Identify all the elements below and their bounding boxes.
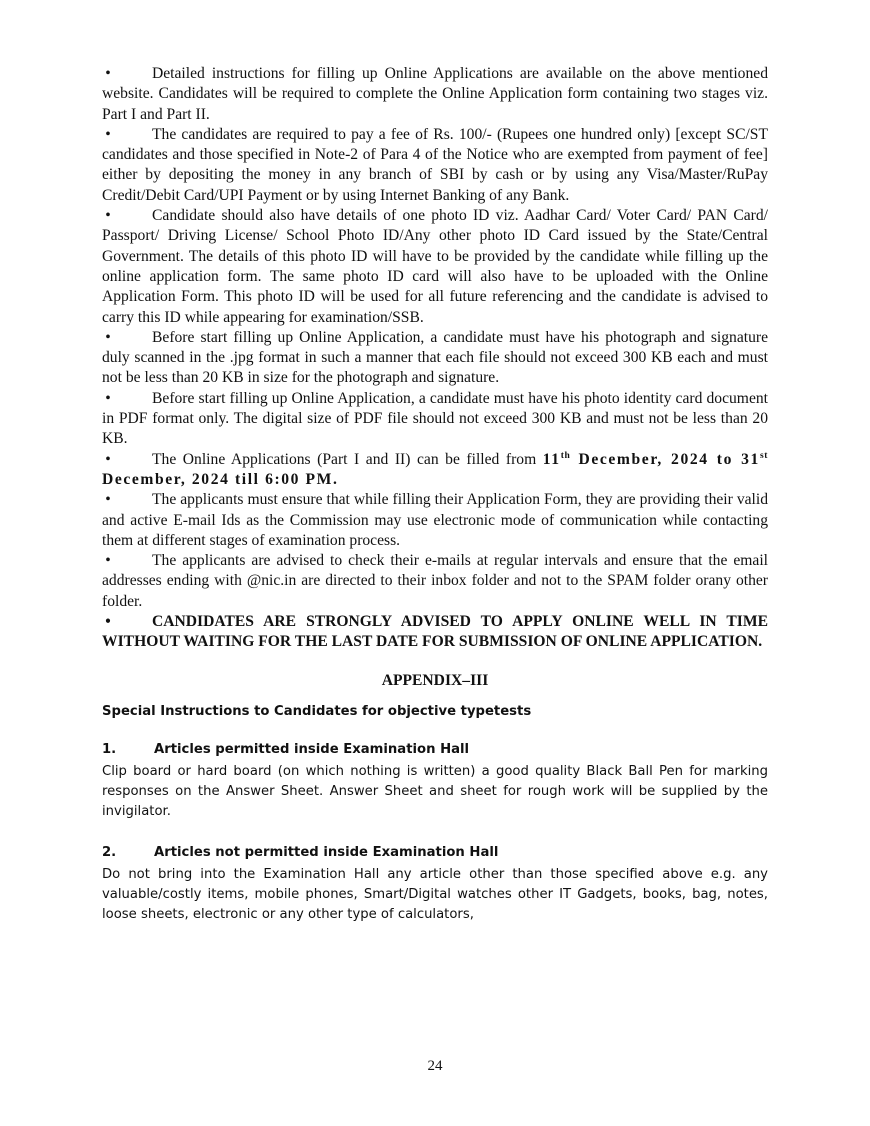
instruction-bullet-list [102,64,768,653]
page-content [102,64,768,925]
section-title: Articles permitted inside Examination Hall [154,741,470,757]
appendix-title: APPENDIX–III [381,671,489,689]
bullet-photo-id: • Candidate should also have details of one photo ID viz. Aadhar Card/ Voter Card/ PAN Card/ Passport/ Driving License/ School Photo ID/Any other photo ID Card issued by the State/Central Government. The details of this photo ID will have to be provided by the candidate while filling up the online application form. The same photo ID card will also have to be uploaded with the Online Application Form. This photo ID will be used for all future referencing and the candidate is advised to carry this ID while appearing for examination/SSB. [102,207,768,326]
bullet-icon: • [105,125,111,143]
bullet-online-instructions: • Detailed instructions for filling up Online Applications are available on the above mentioned website. Candidates will be required to complete the Online Application form containing two stages viz. Part I and Part II. [102,65,768,123]
bullet-icon: • [105,389,111,407]
bullet-icon: • [105,328,111,346]
section-heading-permitted [102,742,768,757]
bullet-icon: • [105,450,111,468]
bullet-valid-email: • The applicants must ensure that while filling their Application Form, they are providing their valid and active E-mail Ids as the Commission may use electronic mode of communication while contacting them at different stages of examination process. [102,491,768,549]
bullet-check-email: • The applicants are advised to check their e-mails at regular intervals and ensure that the email addresses ending with @nic.in are directed to their inbox folder and not to the SPAM folder orany other folder. [102,552,768,610]
bullet-application-dates: • The Online Applications (Part I and II) can be filled from 11th December, 2024 to 31st December, 2024 till 6:00 PM. [102,450,768,488]
page-number: 24 [427,1058,443,1074]
bullet-icon: • [105,491,111,509]
section-number: 2. [102,844,117,860]
appendix-subtitle: Special Instructions to Candidates for objective typetests [102,703,532,719]
section-body-not-permitted: Do not bring into the Examination Hall any article other than those specified above e.g. any valuable/costly items, mobile phones, Smart/Digital watches other IT Gadgets, books, bag, notes, loose sheets, electronic or any other type of calculators, [102,866,768,922]
bullet-icon: • [105,613,111,631]
bullet-fee-payment: • The candidates are required to pay a fee of Rs. 100/- (Rupees one hundred only) [except SC/ST candidates and those specified in Note-2 of Para 4 of the Notice who are exempted from payment of fee] either by depositing the money in any branch of SBI by cash or by using any Visa/Master/RuPay Credit/Debit Card/UPI Payment or by using Internet Banking of any Bank. [102,125,768,204]
section-body-permitted: Clip board or hard board (on which nothing is written) a good quality Black Ball Pen for marking responses on the Answer Sheet. Answer Sheet and sheet for rough work will be supplied by the invigilator. [102,763,768,819]
section-heading-not-permitted [102,845,768,860]
bullet-apply-early-warning: • CANDIDATES ARE STRONGLY ADVISED TO APPLY ONLINE WELL IN TIME WITHOUT WAITING FOR THE LAST DATE FOR SUBMISSION OF ONLINE APPLICATION. [102,613,768,651]
bullet-id-pdf: • Before start filling up Online Application, a candidate must have his photo identity card document in PDF format only. The digital size of PDF file should not exceed 300 KB and must not be less than 20 KB. [102,389,768,448]
bullet-icon: • [105,552,111,570]
section-title: Articles not permitted inside Examination Hall [154,844,499,860]
bullet-icon: • [105,65,111,82]
bullet-icon: • [105,207,111,225]
application-date-range: 11th December, 2024 to 31st December, 2024 till 6:00 PM. [102,450,768,488]
section-number: 1. [102,741,117,757]
bullet-photo-signature: • Before start filling up Online Application, a candidate must have his photograph and signature duly scanned in the .jpg format in such a manner that each file should not exceed 300 KB each and must not be less than 20 KB in size for the photograph and signature. [102,328,768,387]
